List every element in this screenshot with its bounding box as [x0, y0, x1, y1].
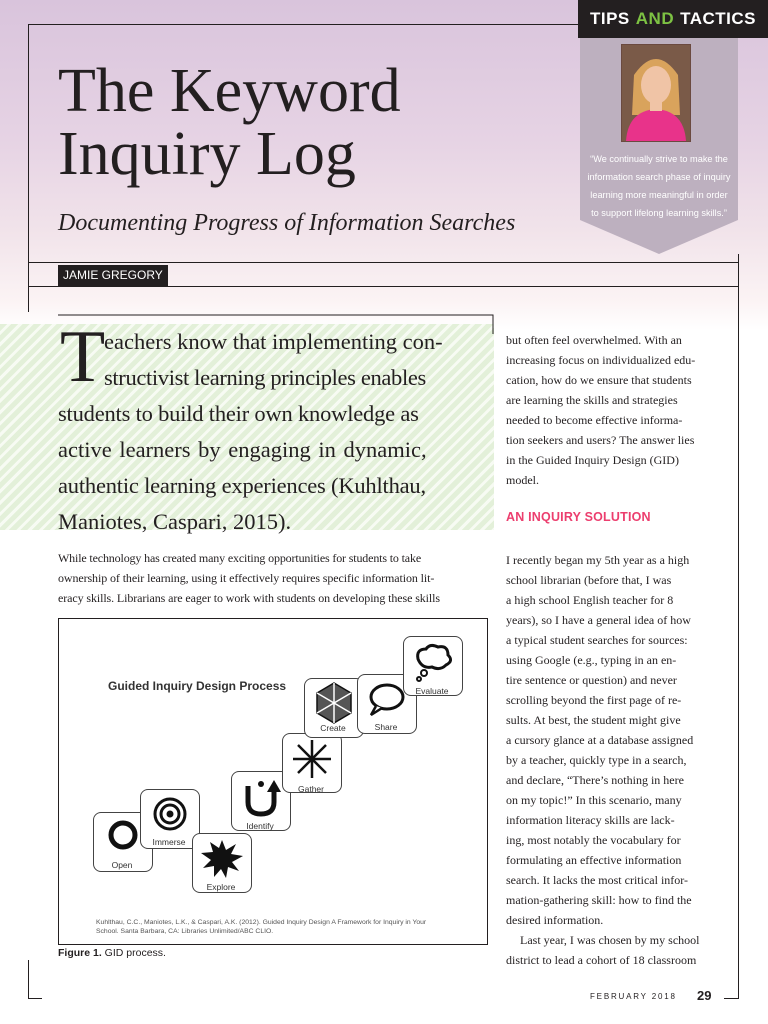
- intro-line: active learners by engaging in dynamic,: [58, 437, 427, 462]
- step-label-explore: Explore: [206, 882, 236, 892]
- step-label-open: Open: [111, 860, 133, 870]
- body-line: sults. At best, the student might give: [506, 713, 681, 727]
- body-line: ownership of their learning, using it effectively requires specific information lit-: [58, 571, 435, 585]
- body-line: scrolling beyond the first page of re-: [506, 693, 682, 707]
- step-label-share: Share: [374, 722, 398, 732]
- section-heading: AN INQUIRY SOLUTION: [506, 510, 651, 524]
- author-byline: JAMIE GREGORY: [58, 265, 168, 286]
- body-line: formulating an effective information: [506, 853, 682, 867]
- body-line: mation-gathering skill: how to find the: [506, 893, 692, 907]
- article-subtitle: Documenting Progress of Information Searches: [58, 210, 516, 236]
- article-title: [58, 57, 401, 188]
- badge-tactics: TACTICS: [680, 9, 757, 28]
- body-line: but often feel overwhelmed. With an: [506, 333, 682, 347]
- step-label-evaluate: Evaluate: [415, 686, 449, 696]
- body-line: a high school English teacher for 8: [506, 593, 674, 607]
- left-frame-rule: [28, 24, 29, 312]
- title-line-2: Inquiry Log: [58, 120, 356, 188]
- body-line: I recently began my 5th year as a high: [506, 553, 690, 567]
- footer-issue-date: FEBRUARY 2018: [590, 992, 677, 1001]
- left-frame-rule-lower: [28, 960, 29, 998]
- figure-title: Guided Inquiry Design Process: [108, 679, 287, 693]
- body-line: ing, most notably the vocabulary for: [506, 833, 681, 847]
- body-line: district to lead a cohort of 18 classroom: [506, 953, 697, 967]
- body-line: increasing focus on individualized edu-: [506, 353, 696, 367]
- body-line: eracy skills. Librarians are eager to work with students on developing these skills: [58, 591, 440, 605]
- intro-line: Maniotes, Caspari, 2015).: [58, 509, 292, 534]
- body-line: needed to become effective informa-: [506, 413, 683, 427]
- body-line: a typical student searches for sources:: [506, 633, 688, 647]
- body-line: While technology has created many exciting opportunities for students to take: [58, 551, 422, 565]
- badge-tips: TIPS: [589, 9, 630, 28]
- body-line: tire sentence or question) and never: [506, 673, 677, 687]
- body-line: school librarian (before that, I was: [506, 573, 672, 587]
- body-line: information literacy skills are lack-: [506, 813, 675, 827]
- title-line-1: The Keyword: [58, 57, 401, 125]
- intro-line: structivist learning principles enables: [104, 365, 426, 390]
- body-line: using Google (e.g., typing in an en-: [506, 653, 677, 667]
- page-number: 29: [697, 988, 712, 1003]
- figure-citation-line: School. Santa Barbara, CA: Libraries Unlimited/ABC CLIO.: [96, 928, 274, 935]
- step-label-identify: Identify: [246, 821, 274, 831]
- body-line: in the Guided Inquiry Design (GID): [506, 453, 679, 467]
- body-line: Last year, I was chosen by my school: [520, 933, 700, 947]
- bottom-right-rule: [724, 998, 738, 999]
- body-line: a cursory glance at a database assigned: [506, 733, 694, 747]
- body-line: model.: [506, 473, 539, 487]
- badge-and: AND: [635, 9, 675, 28]
- body-line: tion seekers and users? The answer lies: [506, 433, 695, 447]
- figure-caption-label: Figure 1.: [58, 947, 102, 959]
- drop-cap: T: [60, 316, 106, 398]
- body-line: on my topic!” In this scenario, many: [506, 793, 682, 807]
- section-badge: [578, 0, 768, 38]
- step-label-immerse: Immerse: [152, 837, 186, 847]
- right-frame-rule: [738, 254, 739, 999]
- step-label-create: Create: [320, 723, 346, 733]
- figure-caption-text: GID process.: [101, 947, 166, 959]
- figure-citation-line: Kuhlthau, C.C., Maniotes, L.K., & Caspari, A.K. (2012). Guided Inquiry Design A Framework for Inquiry in Your: [96, 919, 427, 926]
- author-photo: [621, 44, 691, 142]
- figure-citation: [96, 918, 476, 936]
- step-label-gather: Gather: [298, 784, 324, 794]
- intro-line: eachers know that implementing con-: [104, 329, 443, 354]
- top-rule: [28, 24, 579, 25]
- body-line: desired information.: [506, 913, 604, 927]
- body-line: search. It lacks the most critical infor-: [506, 873, 689, 887]
- author-rule-top: [28, 262, 738, 263]
- body-line: are learning the skills and strategies: [506, 393, 678, 407]
- author-rule-bottom: [28, 286, 738, 287]
- body-line: by a teacher, quickly type in a search,: [506, 753, 687, 767]
- pull-quote: “We continually strive to make the information search phase of inquiry learning more meaningful in order to support lifelong learning skills.”: [587, 154, 731, 218]
- body-line: cation, how do we ensure that students: [506, 373, 692, 387]
- body-line: and declare, “There’s nothing in here: [506, 773, 684, 787]
- intro-line: students to build their own knowledge as: [58, 401, 419, 426]
- figure-caption: [58, 947, 166, 959]
- body-line: years), so I have a general idea of how: [506, 613, 691, 627]
- bottom-left-rule: [28, 998, 42, 999]
- intro-line: authentic learning experiences (Kuhlthau,: [58, 473, 426, 498]
